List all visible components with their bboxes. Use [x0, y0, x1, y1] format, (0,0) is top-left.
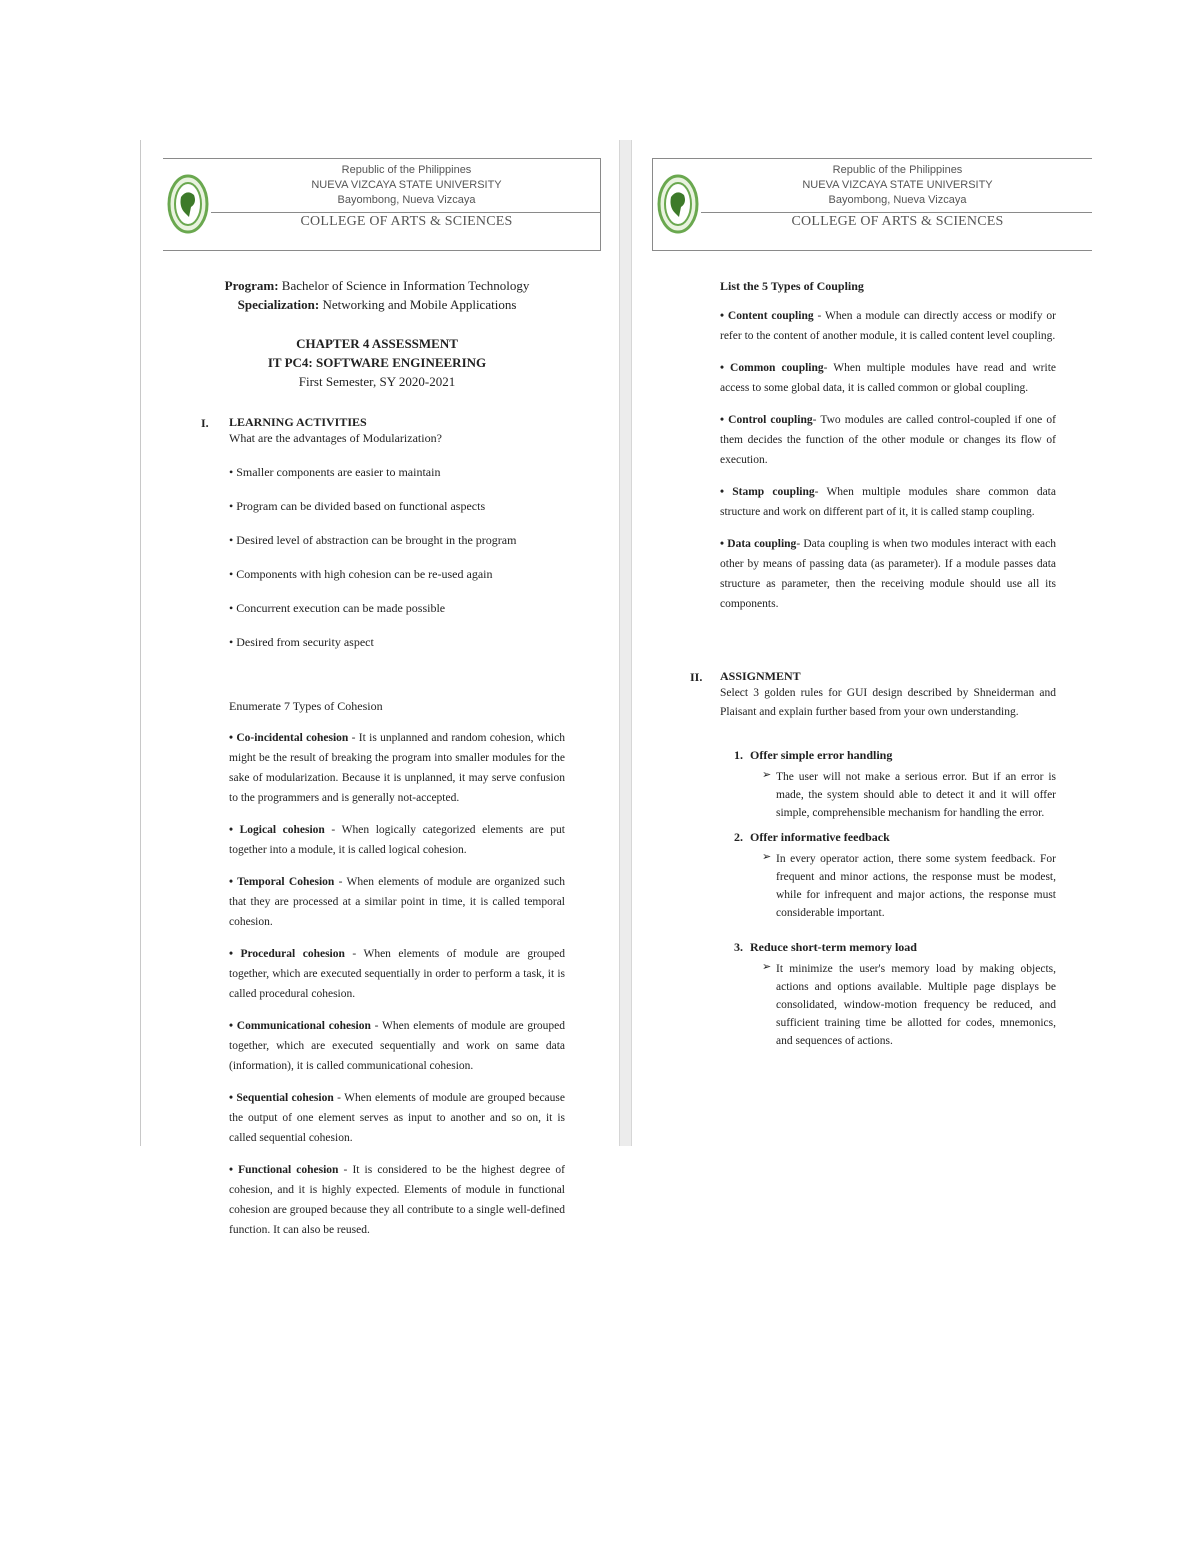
cohesion-item — [229, 820, 565, 860]
golden-rule-title — [734, 938, 1056, 956]
coupling-item — [720, 534, 1056, 614]
coupling-term: • Common coupling — [720, 362, 824, 374]
coupling-definition: - When multiple modules share common data structure and work on different part of it, it is called stamp coupling. — [720, 486, 1056, 518]
program-info — [141, 276, 613, 314]
coupling-definition: - Data coupling is when two modules interact with each other by means of passing data (as parameter). If a module passes data structure as parameter, then the receiving module should use all its components. — [720, 538, 1056, 610]
cohesion-definition: - When elements of module are grouped together, which are executed sequentially in order to perform a task, it is called procedural cohesion. — [229, 948, 566, 1000]
coupling-definition: - Two modules are called control-coupled if one of them decides the function of the other module or changes its flow of execution. — [720, 414, 1056, 466]
advantage-item: • Smaller components are easier to maintain — [229, 465, 441, 479]
cohesion-definition: - It is considered to be the highest degree of cohesion, and it is highly expected. Elements of module in functional cohesion are grouped because they all contribute to a single well-defined function. It can also be reused. — [229, 1164, 565, 1236]
cohesion-list — [229, 728, 565, 1252]
university-seal-icon — [167, 173, 209, 235]
section-1 — [229, 414, 569, 446]
golden-rule-name: Reduce short-term memory load — [750, 940, 917, 954]
golden-rule — [734, 746, 1056, 822]
coupling-item — [720, 482, 1056, 522]
coupling-item — [720, 410, 1056, 470]
cohesion-term: • Functional cohesion — [229, 1164, 339, 1176]
section-2 — [720, 668, 1056, 722]
golden-rule — [734, 828, 1056, 922]
cohesion-item — [229, 728, 565, 808]
advantage-item: • Program can be divided based on functional aspects — [229, 499, 486, 513]
coupling-item — [720, 306, 1056, 346]
coupling-definition: - When a module can directly access or modify or refer to the content of another module, it is called content level coupling. — [720, 310, 1056, 342]
golden-rule-detail: It minimize the user's memory load by making objects, actions and options available. Multiple page displays be consolidated, window-motion frequency be reduced, and sufficient training time be allotted for codes, mnemonics, and sequences of actions. — [776, 963, 1056, 1047]
golden-rules-list — [734, 746, 1056, 1056]
cohesion-item — [229, 872, 565, 932]
university-name: NUEVA VIZCAYA STATE UNIVERSITY — [311, 179, 502, 191]
semester: First Semester, SY 2020-2021 — [298, 374, 456, 389]
course-name: IT PC4: SOFTWARE ENGINEERING — [267, 355, 487, 370]
coupling-term: • Data coupling — [720, 538, 797, 550]
golden-rule — [734, 938, 1056, 1050]
cohesion-definition: - It is unplanned and random cohesion, which might be the result of breaking the program into smaller modules for the sake of modularization. Because it is unplanned, it may serve confusion to the programmers and is generally not-accepted. — [229, 732, 565, 804]
coupling-definition: - When multiple modules have read and write access to some global data, it is called common or global coupling. — [720, 362, 1056, 394]
coupling-heading: List the 5 Types of Coupling — [720, 279, 864, 293]
document-page-1 — [140, 140, 613, 1236]
coupling-item — [720, 358, 1056, 398]
cohesion-item — [229, 1088, 565, 1148]
cohesion-item — [229, 1016, 565, 1076]
letterhead-text — [213, 163, 600, 208]
golden-rule-title — [734, 828, 1056, 846]
golden-rule-name: Offer simple error handling — [750, 748, 893, 762]
header-rule — [701, 212, 1092, 213]
header-rule — [211, 212, 600, 213]
page-gutter — [619, 140, 632, 1146]
cohesion-item — [229, 944, 565, 1004]
letterhead-text — [703, 163, 1092, 208]
document-page-2 — [632, 140, 1100, 1146]
program-label: Program: — [224, 278, 279, 293]
cohesion-definition: - When logically categorized elements are put together into a module, it is called logical cohesion. — [229, 824, 565, 856]
arrow-bullet-icon: ➢ — [762, 961, 772, 973]
cohesion-definition: - When elements of module are grouped together, which are executed sequentially and work on same data (information), it is called communicational cohesion. — [229, 1020, 566, 1072]
golden-rule-number: 1. — [734, 748, 743, 762]
advantage-item: • Desired level of abstraction can be brought in the program — [229, 533, 517, 547]
specialization-value: Networking and Mobile Applications — [322, 297, 517, 312]
cohesion-definition: - When elements of module are grouped because the output of one element serves as input to another and so on, it is called sequential cohesion. — [229, 1092, 565, 1144]
cohesion-definition: - When elements of module are organized such that they are processed at a similar point in time, it is called temporal cohesion. — [229, 876, 565, 928]
cohesion-term: • Procedural cohesion — [229, 948, 345, 960]
golden-rule-explanation — [734, 768, 1056, 822]
section-1-numeral: I. — [201, 416, 209, 430]
golden-rule-number: 2. — [734, 830, 743, 844]
college-name: COLLEGE OF ARTS & SCIENCES — [791, 214, 1004, 229]
section-2-intro: Select 3 golden rules for GUI design described by Shneiderman and Plaisant and explain further based from your own understanding. — [720, 687, 1056, 718]
cohesion-heading: Enumerate 7 Types of Cohesion — [229, 699, 383, 713]
golden-rule-explanation — [734, 960, 1056, 1050]
advantage-item: • Concurrent execution can be made possible — [229, 601, 446, 615]
golden-rule-detail: The user will not make a serious error. But if an error is made, the system should able to detect it and it will offer simple, comprehensible mechanism for handling the error. — [776, 771, 1056, 819]
republic-line: Republic of the Philippines — [341, 164, 472, 176]
program-value: Bachelor of Science in Information Technology — [281, 278, 530, 293]
university-seal-icon — [657, 173, 699, 235]
cohesion-term: • Co-incidental cohesion — [229, 732, 349, 744]
golden-rule-number: 3. — [734, 940, 743, 954]
coupling-term: • Content coupling — [720, 310, 814, 322]
advantages-list — [229, 462, 589, 666]
section-2-title: ASSIGNMENT — [720, 669, 801, 683]
section-2-numeral: II. — [690, 670, 703, 684]
assessment-name: CHAPTER 4 ASSESSMENT — [296, 336, 458, 351]
golden-rule-detail: In every operator action, there some system feedback. For frequent and minor actions, the response must be modest, while for infrequent and major actions, the response must considerable important. — [776, 853, 1056, 919]
arrow-bullet-icon: ➢ — [762, 851, 772, 863]
specialization-label: Specialization: — [237, 297, 320, 312]
letterhead — [163, 158, 601, 251]
cohesion-term: • Logical cohesion — [229, 824, 325, 836]
coupling-list — [720, 306, 1056, 626]
advantage-item: • Desired from security aspect — [229, 635, 374, 649]
cohesion-term: • Communicational cohesion — [229, 1020, 371, 1032]
golden-rule-explanation — [734, 850, 1056, 922]
golden-rule-title — [734, 746, 1056, 764]
university-name: NUEVA VIZCAYA STATE UNIVERSITY — [802, 179, 993, 191]
university-location: Bayombong, Nueva Vizcaya — [828, 194, 967, 206]
golden-rule-name: Offer informative feedback — [750, 830, 890, 844]
cohesion-term: • Sequential cohesion — [229, 1092, 334, 1104]
coupling-term: • Stamp coupling — [720, 486, 815, 498]
section-1-question: What are the advantages of Modularization? — [229, 431, 442, 445]
university-location: Bayombong, Nueva Vizcaya — [337, 194, 476, 206]
letterhead — [652, 158, 1092, 251]
college-name: COLLEGE OF ARTS & SCIENCES — [300, 214, 513, 229]
advantage-item: • Components with high cohesion can be re-used again — [229, 567, 493, 581]
arrow-bullet-icon: ➢ — [762, 769, 772, 781]
cohesion-item — [229, 1160, 565, 1240]
cohesion-term: • Temporal Cohesion — [229, 876, 335, 888]
republic-line: Republic of the Philippines — [832, 164, 963, 176]
coupling-term: • Control coupling — [720, 414, 813, 426]
assessment-title — [141, 334, 613, 391]
section-1-title: LEARNING ACTIVITIES — [229, 415, 367, 429]
